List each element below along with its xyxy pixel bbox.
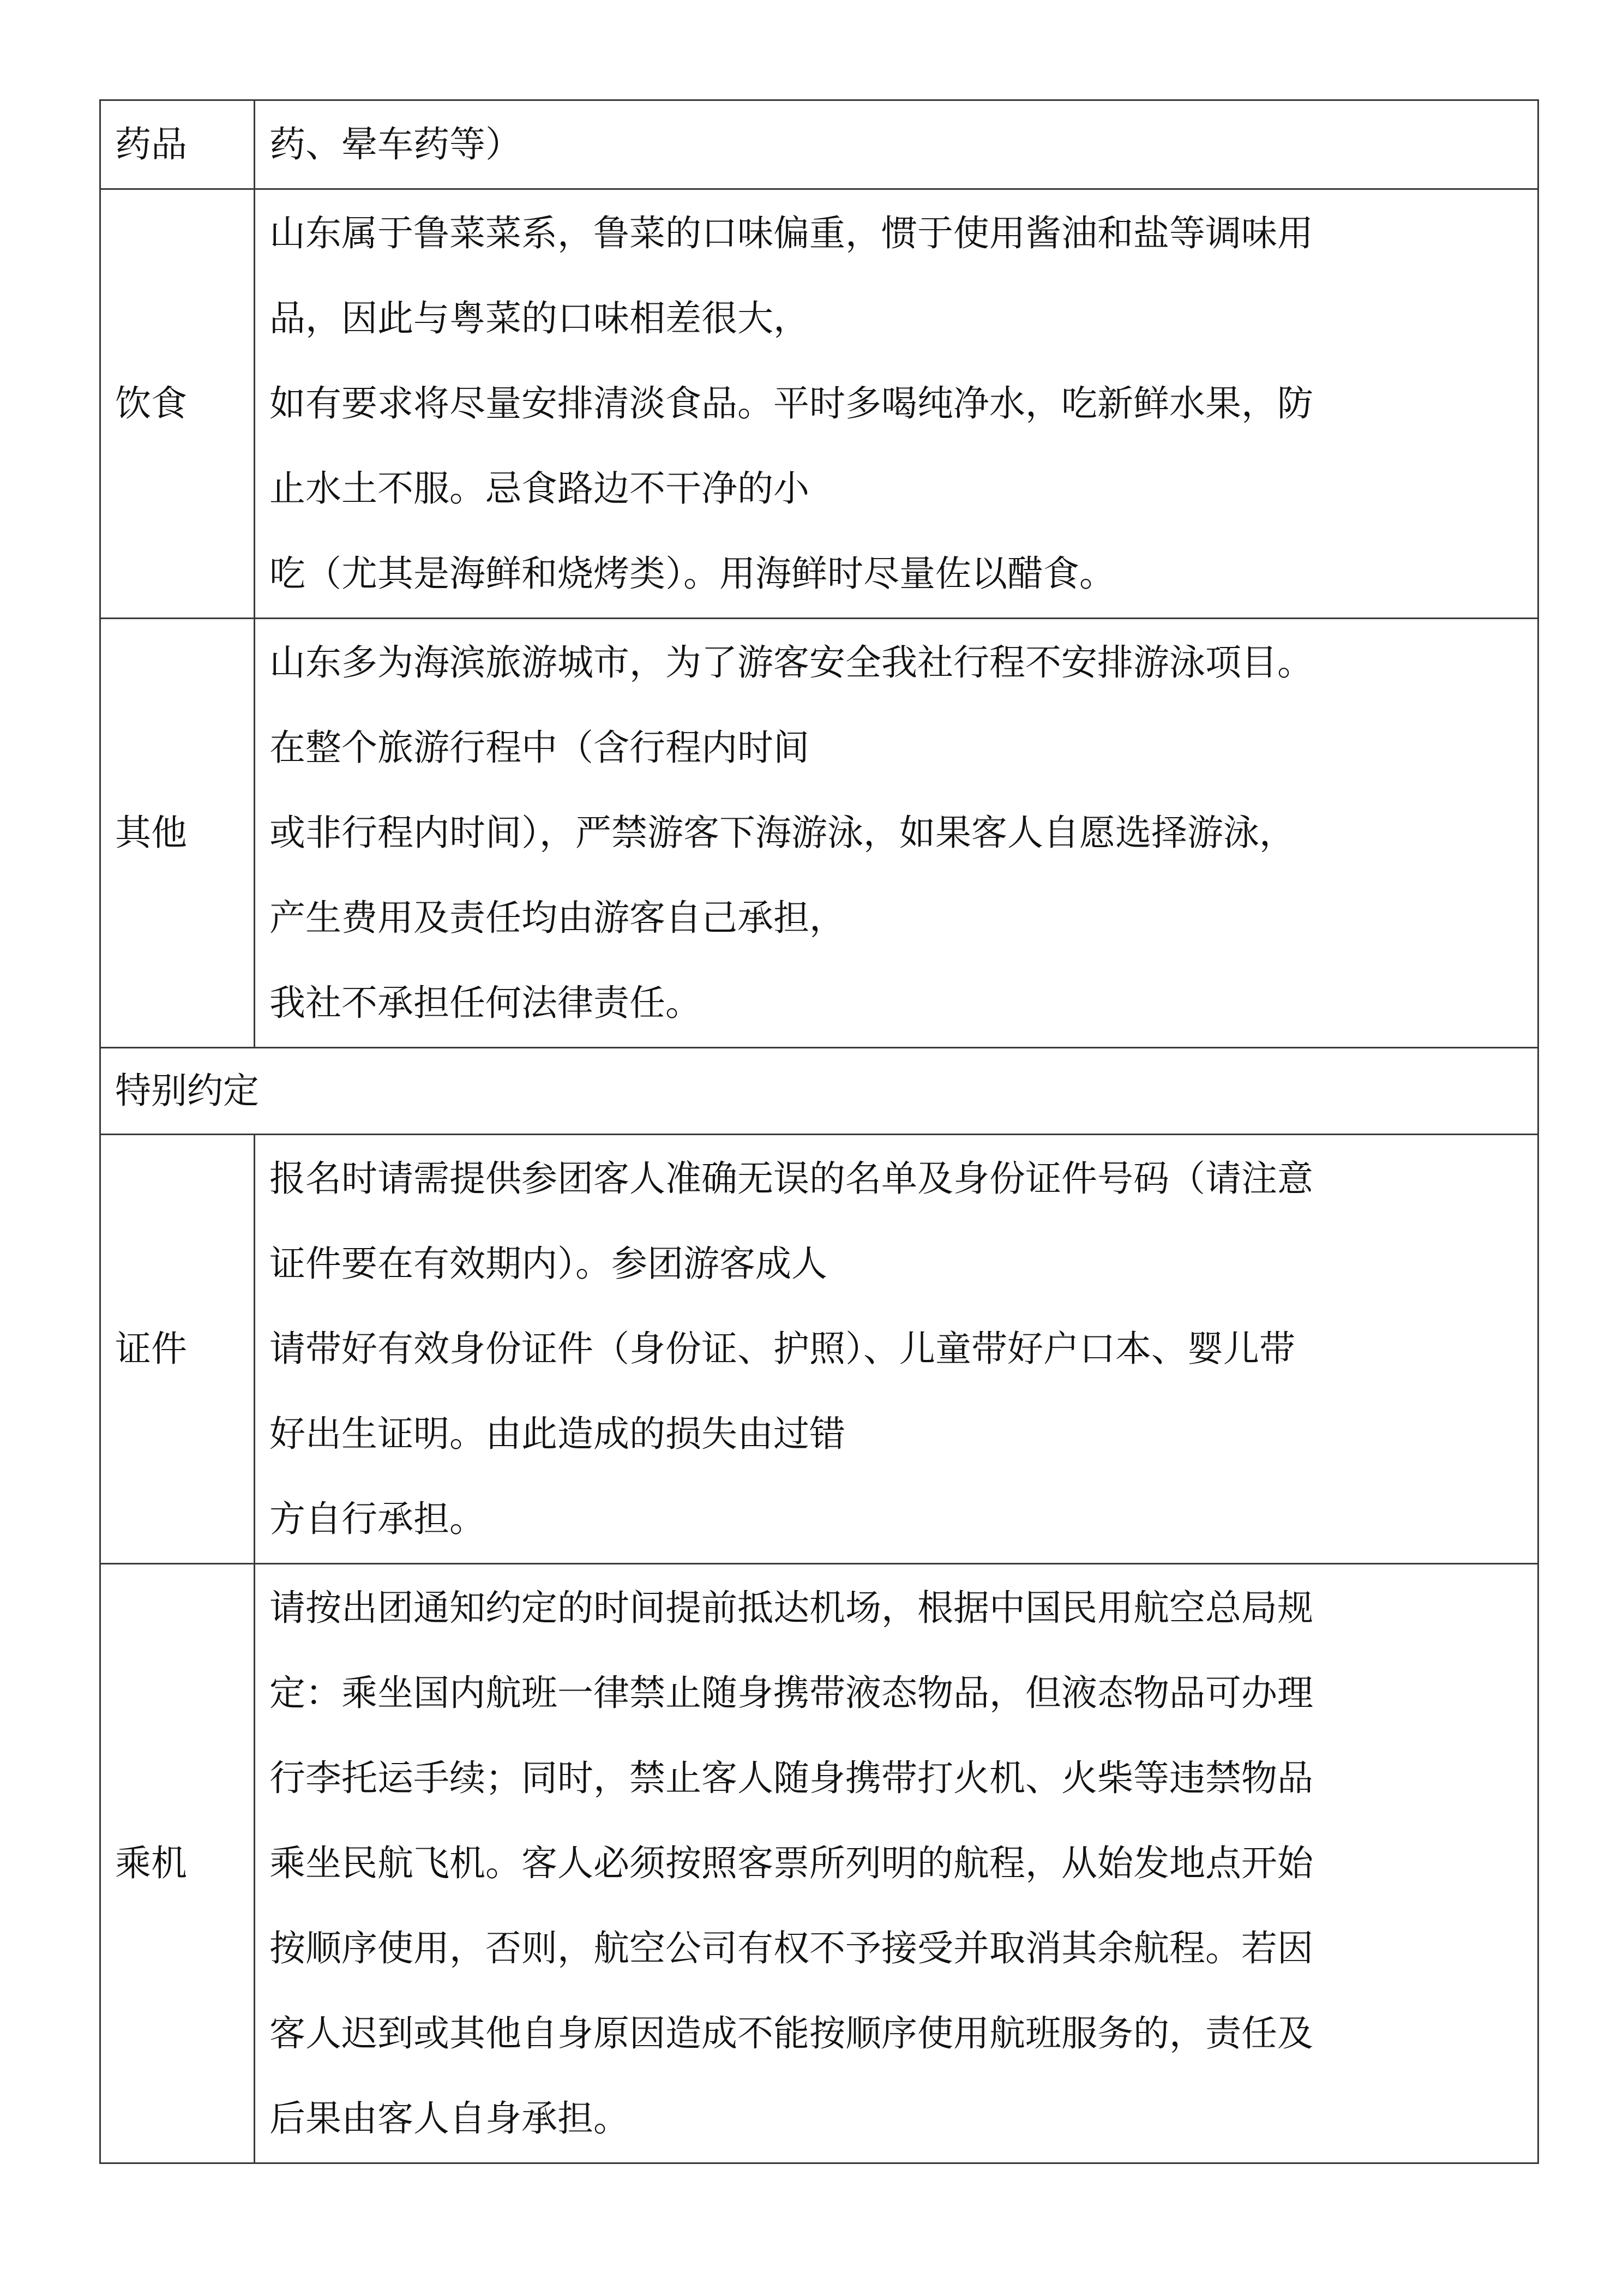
- row-content: [255, 189, 1538, 619]
- content-line: 报名时请需提供参团客人准确无误的名单及身份证件号码（请注意: [269, 1158, 1313, 1200]
- row-label: 其他: [100, 619, 255, 1048]
- row-content: [255, 100, 1538, 189]
- travel-notice-table: [99, 99, 1539, 2164]
- content-line: 定：乘坐国内航班一律禁止随身携带液态物品，但液态物品可办理: [269, 1672, 1313, 1714]
- table-row-boarding: [100, 1564, 1538, 2163]
- table-row-documents: [100, 1135, 1538, 1564]
- content-line: 我社不承担任何法律责任。: [269, 982, 701, 1024]
- content-line: 好出生证明。由此造成的损失由过错: [269, 1413, 845, 1455]
- section-header-row: [100, 1048, 1538, 1135]
- content-line: 山东属于鲁菜菜系，鲁菜的口味偏重，惯于使用酱油和盐等调味用: [269, 212, 1313, 254]
- content-line: 证件要在有效期内）。参团游客成人: [269, 1243, 827, 1285]
- content-line: 方自行承担。: [269, 1498, 485, 1540]
- content-line: 品，因此与粤菜的口味相差很大，: [269, 297, 809, 339]
- section-title: 特别约定: [100, 1048, 1538, 1135]
- row-label: 药品: [100, 100, 255, 189]
- content-line: 按顺序使用，否则，航空公司有权不予接受并取消其余航程。若因: [269, 1927, 1313, 1969]
- table-row-other: [100, 619, 1538, 1048]
- row-label: 饮食: [100, 189, 255, 619]
- content-line: 产生费用及责任均由游客自己承担，: [269, 897, 845, 939]
- content-line: 客人迟到或其他自身原因造成不能按顺序使用航班服务的，责任及: [269, 2012, 1313, 2054]
- row-content: [255, 1135, 1538, 1564]
- content-line: 请带好有效身份证件（身份证、护照）、儿童带好户口本、婴儿带: [269, 1328, 1295, 1370]
- content-line: 止水土不服。忌食路边不干净的小: [269, 467, 809, 509]
- content-line: 在整个旅游行程中（含行程内时间: [269, 727, 809, 769]
- content-line: 药、晕车药等）: [269, 123, 521, 165]
- row-label: 证件: [100, 1135, 255, 1564]
- content-line: 山东多为海滨旅游城市，为了游客安全我社行程不安排游泳项目。: [269, 642, 1313, 684]
- content-line: 请按出团通知约定的时间提前抵达机场，根据中国民用航空总局规: [269, 1587, 1313, 1629]
- row-label: 乘机: [100, 1564, 255, 2163]
- table-row-medicine: [100, 100, 1538, 189]
- content-line: 后果由客人自身承担。: [269, 2097, 629, 2139]
- row-content: [255, 1564, 1538, 2163]
- content-line: 吃（尤其是海鲜和烧烤类）。用海鲜时尽量佐以醋食。: [269, 553, 1115, 595]
- content-line: 或非行程内时间），严禁游客下海游泳，如果客人自愿选择游泳，: [269, 812, 1295, 854]
- row-content: [255, 619, 1538, 1048]
- table-row-diet: [100, 189, 1538, 619]
- content-line: 行李托运手续；同时，禁止客人随身携带打火机、火柴等违禁物品: [269, 1757, 1313, 1799]
- content-line: 如有要求将尽量安排清淡食品。平时多喝纯净水，吃新鲜水果，防: [269, 382, 1313, 424]
- content-line: 乘坐民航飞机。客人必须按照客票所列明的航程，从始发地点开始: [269, 1842, 1313, 1884]
